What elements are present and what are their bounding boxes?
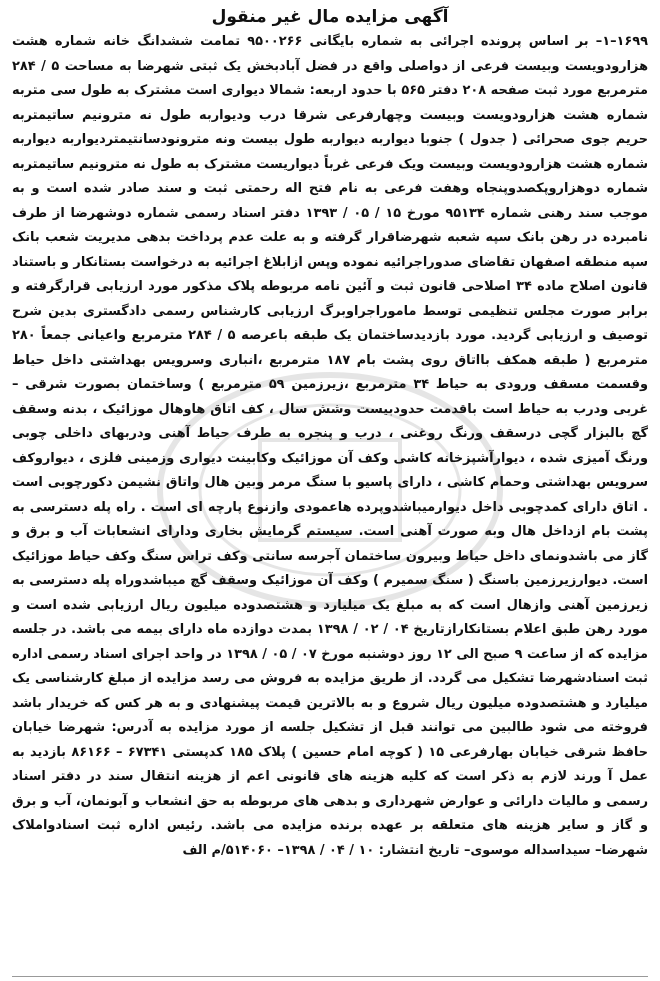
- notice-body: ۱۶۹۹–۱– بر اساس پرونده اجرائی به شماره بایگانی ۹۵۰۰۲۶۶ تمامت ششدانگ خانه شماره هشت هزارودویست وبیست فرعی از دواصلی واقع در فضل آبادبخش یک ثبتی شهرضا به مساحت ۵ / ۲۸۴ مترمربع مورد ثبت صفحه ۲۰۸ دفتر ۵۶۵ با حدود اربعه: شمالا دیواری است مشترک به طول سی متربه شماره هشت هزارودویست وبیست وچهارفرعی شرقا درب ودیواربه طول نه مترونیم ساتیمتربه حریم جوی صحرائی ( جدول ) جنوبا دیواربه دیواربه طول بیست ونه مترونودسانتیمتردیواربه دیواربه شماره هشت هزارودویست وبیست ویک فرعی غرباً دیواریست مشترک به طول نه مترونیم ساتیمتربه شماره دوهزاروپکصدوپنجاه وهفت فرعی به نام فتح اله رحمتی ثبت و سند صادر شده است و به موجب سند رهنی شماره ۹۵۱۳۴ مورخ ۱۵ / ۰۵ / ۱۳۹۳ دفتر اسناد رسمی شماره دوشهرضا از طرف نامبرده در رهن بانک سپه شعبه شهرضاقرار گرفته و به علت عدم پرداخت بدهی مدیریت شعب بانک سپه منطقه اصفهان تقاضای صدوراجرائیه نموده وپس ازابلاغ اجرائیه به درخواست بستانکار و باستناد قانون اصلاح ماده ۳۴ اصلاحی قانون ثبت و آئین نامه مربوطه پلاک مذکور مورد ارزیابی قرارگرفته و برابر صورت مجلس تنظیمی توسط ماموراجراوبرگ ارزیابی کارشناس رسمی دادگستری بدین شرح توصیف و ارزیابی گردید. مورد بازدیدساختمان یک طبقه باعرصه ۵ / ۲۸۴ مترمربع واعیانی جمعاً ۲۸۰ مترمربع ( طبقه همکف بااتاق روی پشت بام ۱۸۷ مترمربع ،انباری وسرویس بهداشتی داخل حیاط وقسمت مسقف ورودی به حیاط ۳۴ مترمربع ،زیرزمین ۵۹ مترمربع ) وساختمان بصورت شرقی – غربی ودرب به حیاط است باقدمت حدودبیست وشش سال ، کف اتاق هاوهال موزائیک ، بدنه وسقف گچ بالبزار گچی درسقف ورنگ روغنی ، درب و پنجره به طرف حیاط آهنی ودربهای داخلی چوبی ورنگ آمیزی شده ، دیوارآشپزخانه کاشی وکف آن موزائیک وکابینت دیواری وزمینی فلزی ، دیواروکف سرویس بهداشتی وحمام کاشی ، دارای پاسیو با سنگ مرمر وبین هال واتاق نشیمن دکورچوبی است . اتاق دارای کمدچوبی داخل دیوارمیباشدوپرده هاعمودی وازنوع پارچه ای است . راه پله دسترسی به پشت بام ازداخل هال وبه صورت آهنی است. سیستم گرمایش بخاری ودارای انشعابات آب و برق و گاز می باشدونمای داخل حیاط وبیرون ساختمان آجرسه سانتی وکف تراس سنگ وکف حیاط موزائیک است. دیوارزیرزمین باسنگ ( سنگ سمیرم ) وکف آن موزائیک وسقف گچ میباشدوراه پله دسترسی به زیرزمین آهنی وازهال است که به مبلغ یک میلیارد و هشتصدوده میلیون ریال ارزیابی شده است و مورد رهن طبق اعلام بستانکارازتاریخ ۰۴ / ۰۲ / ۱۳۹۸ بمدت دوازده ماه دارای بیمه می باشد. در جلسه مزایده که از ساعت ۹ صبح الی ۱۲ روز دوشنبه مورخ ۰۷ / ۰۵ / ۱۳۹۸ در واحد اجرای اسناد رسمی اداره ثبت اسنادشهرضا تشکیل می گردد. از طریق مزایده به فروش می رسد مزایده از مبلغ کارشناسی یک میلیارد و هشتصدوده میلیون ریال شروع و به بالاترین قیمت پیشنهادی و به هر کس که خریدار باشد فروخته می شود طالبین می توانند قبل از تشکیل جلسه از مورد مزایده به آدرس: شهرضا خیابان حافظ شرقی خیابان بهارفرعی ۱۵ ( کوچه امام حسین ) پلاک ۱۸۵ کدپستی ۶۷۳۴۱ – ۸۶۱۶۶ بازدید به عمل آ ورند لازم به ذکر است که کلیه هزینه های قانونی اعم از هزینه انتقال سند در دفتر اسناد رسمی و مالیات دارائی و عوارض شهرداری و بدهی های مربوطه به حق انشعاب و آبونمان، آب و برق و گاز و سایر هزینه های متعلقه بر عهده برنده مزایده می باشد. رئیس اداره ثبت اسنادواملاک شهرضا– سیداسداله موسوی– تاریخ انتشار: ۱۰ / ۰۴ / ۱۳۹۸– ۵۱۴۰۶۰/م الف: [12, 34, 649, 858]
- notice-title: آگهی مزایده مال غیر منقول: [211, 7, 449, 27]
- bottom-divider: [12, 976, 648, 977]
